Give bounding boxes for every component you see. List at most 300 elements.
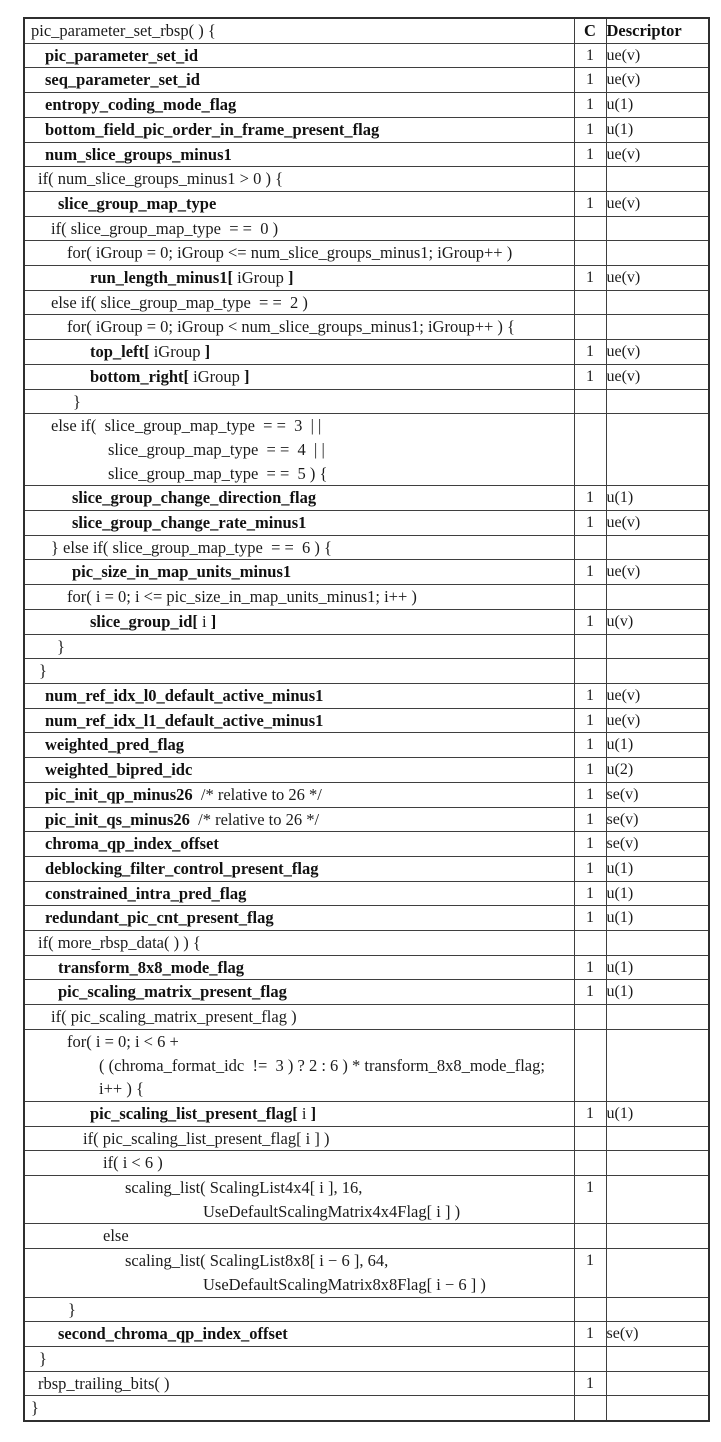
descriptor-cell: se(v) [606,1322,709,1347]
syntax-row [24,1126,709,1151]
syntax-line [25,143,574,167]
syntax-text: else [103,1226,129,1246]
syntax-text: scaling_list( ScalingList8x8[ i − 6 ], 64, [125,1251,389,1271]
syntax-line [25,266,574,290]
syntax-row [24,708,709,733]
descriptor-cell [606,1396,709,1421]
syntax-element-name: ] [204,342,211,362]
syntax-row [24,241,709,266]
syntax-element-name: deblocking_filter_control_present_flag [45,858,319,878]
syntax-line [25,906,574,930]
syntax-text: else if( slice_group_map_type = = 2 ) [51,292,308,312]
syntax-row [24,758,709,783]
syntax-cell [24,832,574,857]
syntax-element-name: pic_init_qs_minus26 [45,809,190,829]
syntax-element-name: slice_group_map_type [58,193,217,213]
category-cell [574,1126,606,1151]
category-cell: 1 [574,486,606,511]
syntax-cell [24,1029,574,1101]
syntax-row [24,511,709,536]
syntax-row [24,43,709,68]
syntax-element-name: num_ref_idx_l1_default_active_minus1 [45,710,324,730]
syntax-element-name: transform_8x8_mode_flag [58,957,245,977]
syntax-text: UseDefaultScalingMatrix8x8Flag[ i − 6 ] ) [203,1274,486,1294]
syntax-cell [24,1297,574,1322]
syntax-element-name: ] [310,1103,317,1123]
syntax-row [24,315,709,340]
syntax-text: iGroup [233,268,289,288]
syntax-element-name: ] [210,611,217,631]
category-cell: 1 [574,1322,606,1347]
syntax-cell [24,43,574,68]
syntax-line [25,931,574,955]
syntax-row [24,1005,709,1030]
syntax-row [24,216,709,241]
descriptor-cell [606,1371,709,1396]
category-cell: 1 [574,1101,606,1126]
syntax-row [24,191,709,216]
syntax-line [25,390,574,414]
syntax-line [25,486,574,510]
syntax-row [24,389,709,414]
syntax-line [25,365,574,389]
category-cell: 1 [574,708,606,733]
descriptor-cell: u(1) [606,733,709,758]
syntax-row [24,486,709,511]
syntax-text: UseDefaultScalingMatrix4x4Flag[ i ] ) [203,1201,461,1221]
syntax-cell [24,290,574,315]
syntax-row [24,931,709,956]
syntax-row [24,167,709,192]
syntax-cell [24,585,574,610]
syntax-line [25,438,574,462]
syntax-element-name: second_chroma_qp_index_offset [58,1324,288,1344]
syntax-line [25,1298,574,1322]
syntax-line [25,610,574,634]
descriptor-cell [606,290,709,315]
syntax-cell [24,340,574,365]
syntax-text: if( pic_scaling_matrix_present_flag ) [51,1007,297,1027]
descriptor-cell [606,1224,709,1249]
syntax-element-name: chroma_qp_index_offset [45,834,219,854]
syntax-element-name: ] [288,268,294,288]
category-cell: 1 [574,980,606,1005]
category-cell [574,290,606,315]
syntax-line [25,733,574,757]
category-cell [574,1396,606,1421]
syntax-row [24,290,709,315]
syntax-cell [24,1176,574,1224]
syntax-line [25,44,574,68]
category-cell: 1 [574,340,606,365]
syntax-row [24,782,709,807]
syntax-text: for( iGroup = 0; iGroup <= num_slice_groups_minus1; iGroup++ ) [67,243,513,263]
syntax-row [24,414,709,486]
syntax-element-name: top_left[ [90,342,150,362]
syntax-line [25,241,574,265]
syntax-row [24,1151,709,1176]
syntax-line [25,808,574,832]
category-cell [574,241,606,266]
syntax-text: slice_group_map_type = = 5 ) { [108,463,328,483]
syntax-row [24,1224,709,1249]
syntax-element-name: slice_group_change_direction_flag [72,488,317,508]
syntax-text: for( i = 0; i < 6 + [67,1031,179,1051]
syntax-line [25,315,574,339]
category-cell [574,931,606,956]
syntax-cell [24,980,574,1005]
syntax-header-row [24,18,709,43]
syntax-cell [24,1126,574,1151]
syntax-line [25,462,574,486]
syntax-row [24,955,709,980]
syntax-line [25,1151,574,1175]
syntax-text: } else if( slice_group_map_type = = 6 ) { [51,537,332,557]
syntax-line [25,192,574,216]
syntax-row [24,535,709,560]
syntax-element-name: bottom_right[ [90,366,189,386]
syntax-text: pic_parameter_set_rbsp( ) { [31,21,216,40]
syntax-row [24,68,709,93]
syntax-cell [24,266,574,291]
descriptor-cell: u(1) [606,93,709,118]
syntax-table [23,17,710,1422]
syntax-line [25,1077,574,1101]
syntax-line [25,118,574,142]
syntax-line [25,1347,574,1371]
syntax-cell [24,191,574,216]
syntax-line [25,1054,574,1078]
syntax-element-name: run_length_minus1[ [90,268,234,288]
syntax-element-name: weighted_pred_flag [45,735,185,755]
syntax-cell [24,364,574,389]
syntax-cell [24,733,574,758]
syntax-cell [24,1101,574,1126]
category-cell: 1 [574,191,606,216]
syntax-row [24,142,709,167]
syntax-text: if( more_rbsp_data( ) ) { [38,933,201,953]
syntax-line [25,1176,574,1200]
syntax-text: /* relative to 26 */ [192,784,322,804]
syntax-line [25,414,574,438]
syntax-line [25,1372,574,1396]
syntax-cell [24,1346,574,1371]
syntax-line [25,882,574,906]
syntax-text: else if( slice_group_map_type = = 3 | | [51,416,322,436]
syntax-row [24,683,709,708]
descriptor-cell [606,1126,709,1151]
category-cell: 1 [574,807,606,832]
category-cell [574,216,606,241]
descriptor-cell: ue(v) [606,68,709,93]
syntax-cell [24,167,574,192]
category-cell: 1 [574,1249,606,1297]
descriptor-cell: u(1) [606,955,709,980]
syntax-row [24,93,709,118]
syntax-line [25,1396,574,1420]
category-cell: 1 [574,1371,606,1396]
descriptor-cell: se(v) [606,782,709,807]
syntax-row [24,906,709,931]
syntax-cell [24,1371,574,1396]
syntax-element-name: ] [243,366,250,386]
category-cell: 1 [574,906,606,931]
syntax-element-name: entropy_coding_mode_flag [45,95,237,115]
syntax-cell [24,807,574,832]
descriptor-cell [606,1029,709,1101]
descriptor-cell: ue(v) [606,511,709,536]
descriptor-cell: ue(v) [606,364,709,389]
syntax-row [24,807,709,832]
descriptor-cell: ue(v) [606,142,709,167]
descriptor-cell [606,535,709,560]
syntax-cell [24,389,574,414]
category-cell: 1 [574,266,606,291]
category-cell [574,1151,606,1176]
syntax-line [25,1127,574,1151]
syntax-row [24,1322,709,1347]
syntax-line [25,1005,574,1029]
syntax-element-name: pic_scaling_list_present_flag[ [90,1103,298,1123]
category-cell: 1 [574,93,606,118]
syntax-row [24,856,709,881]
syntax-cell [24,955,574,980]
syntax-row [24,609,709,634]
descriptor-cell: ue(v) [606,708,709,733]
syntax-text: if( num_slice_groups_minus1 > 0 ) { [38,169,283,189]
syntax-cell [24,1396,574,1421]
syntax-text: } [57,636,65,656]
syntax-text: if( slice_group_map_type = = 0 ) [51,218,279,238]
syntax-cell [24,1249,574,1297]
syntax-text: } [73,391,81,411]
syntax-line [25,857,574,881]
syntax-line [25,291,574,315]
syntax-text: } [31,1398,39,1418]
descriptor-cell [606,634,709,659]
descriptor-cell: u(1) [606,1101,709,1126]
syntax-row [24,1249,709,1297]
syntax-element-name: bottom_field_pic_order_in_frame_present_flag [45,119,380,139]
syntax-row [24,881,709,906]
syntax-row [24,1371,709,1396]
syntax-element-name: slice_group_id[ [90,611,198,631]
descriptor-cell [606,931,709,956]
syntax-line [25,1322,574,1346]
category-cell [574,585,606,610]
syntax-line [25,217,574,241]
syntax-cell [24,560,574,585]
syntax-line [25,511,574,535]
syntax-line [25,19,574,43]
descriptor-cell: u(2) [606,758,709,783]
syntax-line [25,659,574,683]
category-cell: 1 [574,733,606,758]
column-header-descriptor: Descriptor [606,18,709,43]
descriptor-cell: u(1) [606,980,709,1005]
syntax-line [25,93,574,117]
descriptor-cell: se(v) [606,832,709,857]
syntax-line [25,709,574,733]
syntax-cell [24,634,574,659]
syntax-text: slice_group_map_type = = 4 | | [108,439,325,459]
syntax-line [25,1273,574,1297]
syntax-element-name: seq_parameter_set_id [45,70,200,90]
syntax-cell [24,906,574,931]
syntax-text: rbsp_trailing_bits( ) [38,1373,170,1393]
descriptor-cell [606,315,709,340]
syntax-line [25,585,574,609]
syntax-element-name: pic_parameter_set_id [45,45,199,65]
syntax-line [25,684,574,708]
syntax-element-name: slice_group_change_rate_minus1 [72,513,307,533]
descriptor-cell: u(1) [606,906,709,931]
syntax-row [24,117,709,142]
descriptor-cell: u(1) [606,117,709,142]
category-cell: 1 [574,68,606,93]
descriptor-cell: u(1) [606,486,709,511]
syntax-cell [24,486,574,511]
syntax-cell [24,1224,574,1249]
category-cell [574,315,606,340]
syntax-cell [24,782,574,807]
syntax-row [24,560,709,585]
syntax-row [24,1346,709,1371]
column-header-c: C [574,18,606,43]
category-cell [574,1297,606,1322]
category-cell: 1 [574,117,606,142]
descriptor-cell [606,1297,709,1322]
syntax-text: } [68,1299,76,1319]
category-cell [574,1346,606,1371]
descriptor-cell: u(1) [606,881,709,906]
syntax-line [25,68,574,92]
descriptor-cell: ue(v) [606,560,709,585]
category-cell [574,535,606,560]
syntax-line [25,956,574,980]
syntax-line [25,1102,574,1126]
category-cell: 1 [574,364,606,389]
syntax-cell [24,1005,574,1030]
syntax-line [25,980,574,1004]
descriptor-cell: u(v) [606,609,709,634]
descriptor-cell [606,1346,709,1371]
syntax-row [24,1101,709,1126]
syntax-cell [24,1322,574,1347]
descriptor-cell [606,1249,709,1297]
syntax-text: iGroup [188,366,244,386]
descriptor-cell: ue(v) [606,683,709,708]
descriptor-cell: ue(v) [606,266,709,291]
syntax-cell [24,856,574,881]
syntax-row [24,1297,709,1322]
descriptor-cell [606,1005,709,1030]
syntax-text: if( i < 6 ) [103,1153,163,1173]
syntax-cell [24,414,574,486]
descriptor-cell [606,659,709,684]
syntax-cell [24,117,574,142]
category-cell: 1 [574,881,606,906]
syntax-cell [24,708,574,733]
category-cell [574,1224,606,1249]
descriptor-cell: ue(v) [606,340,709,365]
syntax-text: ( (chroma_format_idc != 3 ) ? 2 : 6 ) * transform_8x8_mode_flag; [99,1055,545,1075]
syntax-cell [24,609,574,634]
descriptor-cell: ue(v) [606,191,709,216]
syntax-table-body [24,18,709,1421]
syntax-text: i [297,1103,311,1123]
syntax-element-name: num_slice_groups_minus1 [45,144,232,164]
syntax-text: i++ ) { [99,1079,144,1099]
syntax-text: } [39,661,47,681]
syntax-row [24,659,709,684]
syntax-row [24,832,709,857]
syntax-text: for( i = 0; i <= pic_size_in_map_units_minus1; i++ ) [67,587,417,607]
syntax-cell [24,1151,574,1176]
category-cell: 1 [574,856,606,881]
syntax-row [24,1396,709,1421]
syntax-line [25,1249,574,1273]
syntax-text: iGroup [149,342,205,362]
syntax-cell [24,241,574,266]
syntax-cell [24,93,574,118]
syntax-cell [24,68,574,93]
descriptor-cell [606,216,709,241]
syntax-line [25,783,574,807]
syntax-text: for( iGroup = 0; iGroup < num_slice_groups_minus1; iGroup++ ) { [67,317,515,337]
category-cell [574,414,606,486]
category-cell: 1 [574,683,606,708]
syntax-text: } [39,1348,47,1368]
category-cell: 1 [574,758,606,783]
descriptor-cell [606,389,709,414]
descriptor-cell [606,585,709,610]
syntax-cell [24,18,574,43]
syntax-element-name: redundant_pic_cnt_present_flag [45,908,274,928]
syntax-cell [24,315,574,340]
syntax-line [25,536,574,560]
syntax-cell [24,535,574,560]
category-cell [574,389,606,414]
descriptor-cell [606,1151,709,1176]
category-cell [574,1005,606,1030]
descriptor-cell [606,1176,709,1224]
syntax-element-name: pic_init_qp_minus26 [45,784,193,804]
descriptor-cell: u(1) [606,856,709,881]
category-cell: 1 [574,142,606,167]
syntax-line [25,1224,574,1248]
syntax-row [24,1029,709,1101]
syntax-line [25,1200,574,1224]
syntax-line [25,758,574,782]
syntax-row [24,585,709,610]
category-cell [574,167,606,192]
syntax-element-name: constrained_intra_pred_flag [45,883,247,903]
syntax-cell [24,931,574,956]
syntax-row [24,634,709,659]
category-cell: 1 [574,782,606,807]
category-cell [574,659,606,684]
category-cell: 1 [574,511,606,536]
syntax-text: /* relative to 26 */ [189,809,320,829]
category-cell: 1 [574,1176,606,1224]
syntax-line [25,832,574,856]
category-cell: 1 [574,560,606,585]
category-cell [574,1029,606,1101]
category-cell [574,634,606,659]
syntax-row [24,1176,709,1224]
descriptor-cell [606,414,709,486]
